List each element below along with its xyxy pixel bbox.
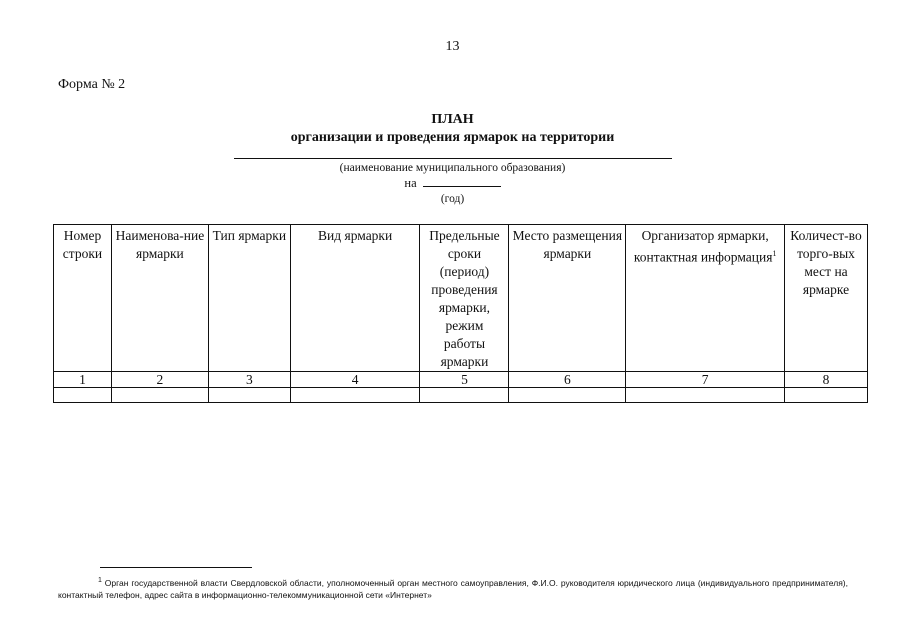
column-number: 7 xyxy=(626,372,785,388)
header-cell-fair-location: Место размещения ярмарки xyxy=(509,225,626,372)
header-cell-row-number: Номер строки xyxy=(54,225,112,372)
year-caption: (год) xyxy=(440,193,465,205)
column-number: 5 xyxy=(420,372,509,388)
footnote-separator xyxy=(100,567,252,568)
table-cell xyxy=(785,388,868,403)
column-number-row xyxy=(54,372,868,388)
footnote-text: Орган государственной власти Свердловской области, уполномоченный орган местного самоуправления, Ф.И.О. руководителя юридического лица (индивидуального предпринимателя), контактный телефон, адрес сайта в информационно-телекоммуникационной сети «Интернет» xyxy=(58,577,848,600)
header-row xyxy=(54,225,868,372)
municipality-blank-line xyxy=(234,158,672,159)
table-cell xyxy=(54,388,112,403)
table-cell xyxy=(208,388,290,403)
table-cell xyxy=(290,388,420,403)
footnote xyxy=(58,575,848,601)
table-cell xyxy=(626,388,785,403)
header-cell-fair-name: Наименова-ние ярмарки xyxy=(111,225,208,372)
column-number: 2 xyxy=(111,372,208,388)
footnote-reference: 1 xyxy=(772,249,777,258)
header-cell-fair-type: Тип ярмарки xyxy=(208,225,290,372)
document-title: ПЛАН xyxy=(431,112,474,127)
header-cell-organizer xyxy=(626,225,785,372)
header-cell-trading-places: Количест-во торго-вых мест на ярмарке xyxy=(785,225,868,372)
year-blank-line xyxy=(423,175,501,187)
header-cell-organizer-text: Организатор ярмарки, контактная информация xyxy=(633,228,773,265)
page-number: 13 xyxy=(445,39,460,54)
column-number: 1 xyxy=(54,372,112,388)
empty-data-row xyxy=(54,388,868,403)
table-cell xyxy=(420,388,509,403)
form-label: Форма № 2 xyxy=(58,77,126,92)
column-number: 6 xyxy=(509,372,626,388)
header-cell-fair-period: Предельные сроки (период) проведения ярмарки, режим работы ярмарки xyxy=(420,225,509,372)
header-cell-fair-kind: Вид ярмарки xyxy=(290,225,420,372)
municipality-caption: (наименование муниципального образования) xyxy=(339,162,566,174)
year-prefix: на xyxy=(404,176,417,190)
document-subtitle: организации и проведения ярмарок на территории xyxy=(290,130,615,145)
column-number: 8 xyxy=(785,372,868,388)
title-block xyxy=(0,111,905,206)
table-cell xyxy=(509,388,626,403)
year-row xyxy=(0,175,905,191)
footnote-mark: 1 xyxy=(98,577,102,584)
column-number: 4 xyxy=(290,372,420,388)
plan-table xyxy=(53,224,868,403)
table-cell xyxy=(111,388,208,403)
column-number: 3 xyxy=(208,372,290,388)
